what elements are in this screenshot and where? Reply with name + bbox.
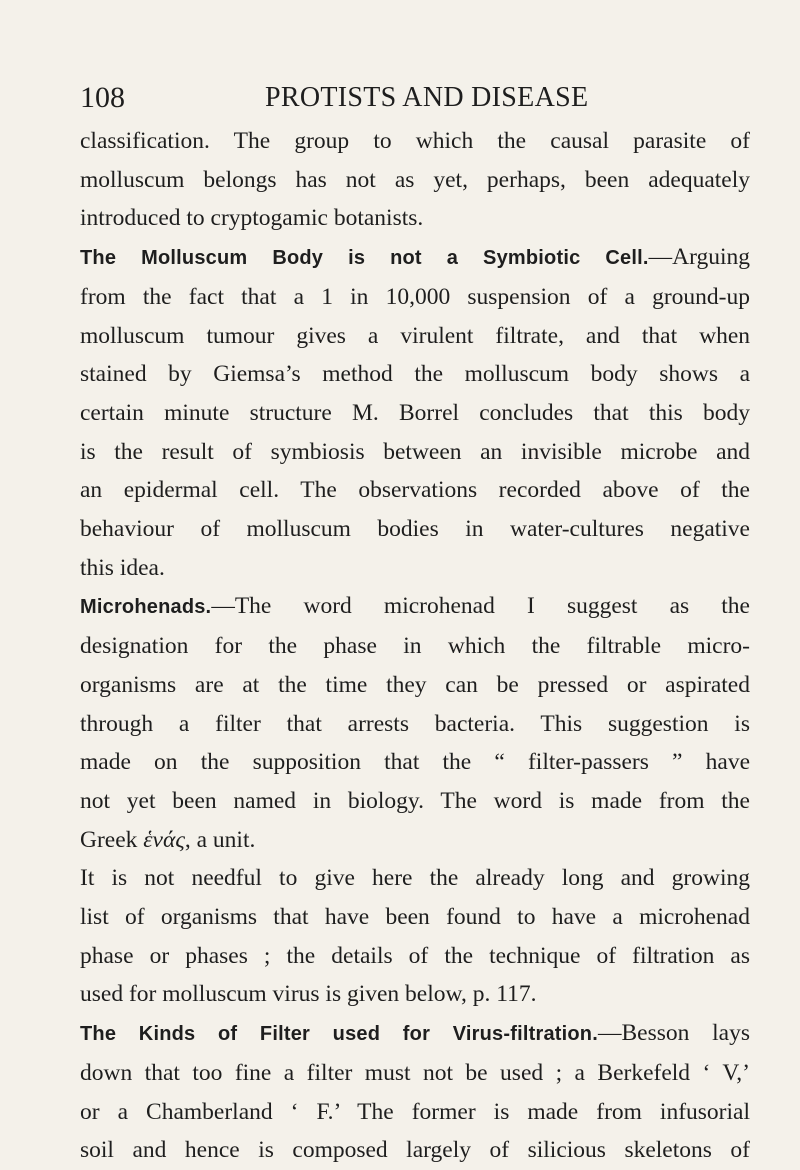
text-line: It is not needful to give here the already long and growing: [80, 865, 750, 892]
paragraph-1: [80, 122, 750, 238]
text-line: from the fact that a 1 in 10,000 suspension of a ground-up: [80, 283, 750, 310]
paragraph-3: [80, 587, 750, 859]
section-heading: The Kinds of Filter used for Virus-filtration.: [80, 1023, 598, 1046]
page-number: 108: [80, 81, 125, 114]
text-line: certain minute structure M. Borrel concludes that this body: [80, 399, 750, 426]
text-line: [80, 587, 750, 627]
text-fragment: Greek: [80, 826, 144, 853]
greek-word: ἑνάς: [143, 826, 185, 853]
text-line: through a filter that arrests bacteria. This suggestion is: [80, 710, 750, 737]
section-heading: Microhenads.: [80, 596, 212, 619]
paragraph-2: [80, 238, 750, 587]
text-line: an epidermal cell. The observations recorded above of the: [80, 477, 750, 504]
text-line: [80, 821, 750, 860]
text-line: stained by Giemsa’s method the molluscum body shows a: [80, 361, 750, 388]
text-line: down that too fine a filter must not be used ; a Berkefeld ‘ V,’: [80, 1059, 750, 1086]
text-line: phase or phases ; the details of the technique of filtration as: [80, 942, 750, 969]
text-fragment: —Arguing: [648, 244, 750, 271]
text-line: molluscum belongs has not as yet, perhaps, been adequately: [80, 166, 750, 193]
section-heading: The Molluscum Body is not a Symbiotic Cell.: [80, 247, 649, 270]
body-text: [80, 122, 750, 1170]
text-line: designation for the phase in which the filtrable micro-: [80, 633, 750, 660]
text-line: introduced to cryptogamic botanists.: [80, 205, 424, 232]
text-line: organisms are at the time they can be pressed or aspirated: [80, 671, 750, 698]
paragraph-5: [80, 1014, 750, 1170]
paragraph-4: [80, 859, 750, 1014]
text-line: used for molluscum virus is given below, p. 117.: [80, 981, 537, 1008]
text-fragment: —Besson lays: [597, 1020, 750, 1047]
text-line: or a Chamberland ‘ F.’ The former is made from infusorial: [80, 1098, 750, 1125]
text-line: [80, 1014, 750, 1054]
text-line: soil and hence is composed largely of silicious skeletons of: [80, 1137, 750, 1164]
text-line: [80, 238, 750, 278]
text-line: is the result of symbiosis between an invisible microbe and: [80, 438, 750, 465]
text-fragment: , a unit.: [184, 826, 256, 853]
text-line: list of organisms that have been found to have a microhenad: [80, 904, 750, 931]
text-fragment: —The word microhenad I suggest as the: [211, 593, 750, 620]
running-title: PROTISTS AND DISEASE: [265, 82, 589, 113]
text-line: behaviour of molluscum bodies in water-cultures negative: [80, 516, 750, 543]
running-head: [0, 78, 800, 118]
text-line: made on the supposition that the “ filter-passers ” have: [80, 749, 750, 776]
text-line: molluscum tumour gives a virulent filtrate, and that when: [80, 322, 750, 349]
text-line: not yet been named in biology. The word is made from the: [80, 787, 750, 814]
text-line: this idea.: [80, 554, 165, 581]
text-line: classification. The group to which the causal parasite of: [80, 128, 750, 154]
